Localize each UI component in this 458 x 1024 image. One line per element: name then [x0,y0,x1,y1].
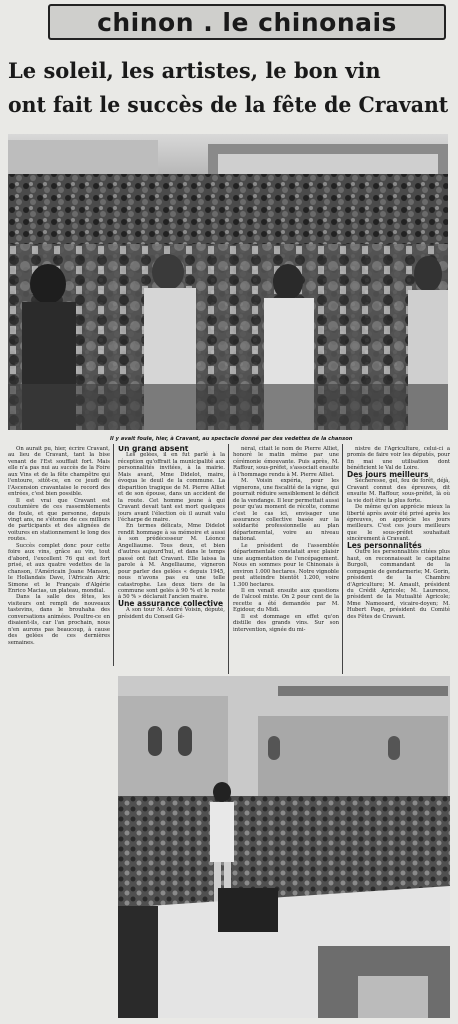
article-column-2 [118,446,225,674]
article-column-1 [8,446,110,666]
stage-photo [118,676,450,1018]
paragraph: Outre les personnalités citées plus haut, on reconnaissait le capitaine Burgoli, commandant de la compagnie de gendarmerie; M. Gorin, président de la Chambre d'Agriculture; M. Amault, président du Crédit Agricole; M. Laurence, président de la Mutualité Agricole; Mme Nameoard, vicaire-doyen; M. Hubert Page, président du Comité des Fêtes de Cravant. [347,549,450,620]
paragraph: De même qu'on apprécie mieux la liberté après avoir été privé après les épreuves, on apprécie les jours meilleurs. C'est ces jours meilleurs que le sous-préfet souhaitait sincèrement à Cravant. [347,504,450,543]
stage-photo-image [118,676,450,1018]
article-column-3 [233,446,339,674]
section-banner: chinon . le chinonais [48,4,446,40]
paragraph: On aurait pu, hier, écrire Cravant, au lieu de Cravant, tant la bise venant de l'Est soufflait fort. Mais elle n'a pas nui au succès de la Foire aux Vins et de la fête champêtre qui l'entoure, sitôt-ce, en ce jeudi de l'Ascension cravantaise le record des entrées, c'est bien possible. [8,446,110,498]
paragraph: Dans la salle des fêtes, les visiteurs ont rempli de nouveaux tastevins, dans le brouhaha des conversations animées. Poultre-ce en disaient-ils, car l'an prochain, nous n'en aurons pas beaucoup, à cause des gelées de ces dernières semaines. [8,594,110,646]
paragraph: Il est vrai que Cravant est coutumière de ces rassemblements de foule, et que personne, depuis vingt ans, ne s'étonne de ces milliers de participants et des alignées de voitures en stationnement le long des routes. [8,497,110,543]
column-rule [113,444,114,666]
photo-caption: Il y avait foule, hier, à Cravant, au spectacle donné par des vedettes de la chanson [110,436,353,442]
headline-line-1: Le soleil, les artistes, le bon vin [8,58,381,83]
column-rule [342,444,343,674]
paragraph: Sécheresse, gel, feu de forêt, déjà, Cravant connut des épreuves, dit ensuite M. Raffour, sous-préfet, là où la vie doit être la plus forte. [347,478,450,504]
subheading: Une assurance collective [118,598,224,608]
paragraph: A son tour M. André Voisin, député, président du Conseil Gé- [118,607,225,620]
crowd-photo [8,134,448,430]
subheading: Des jours meilleurs [347,469,429,479]
crowd-photo-image [8,134,448,430]
paragraph: Le président de l'assemblée départementale constatait avec plaisir une augmentation de l'encépagement. Nous en sommes pour le Chinonais à environ 1.000 hectares. Notre vignoble peut atteindre bientôt 1.200, voire 1.300 hectares. [233,542,339,588]
paragraph: Succès complet donc pour cette foire aux vins, grâce au vin, tout d'abord, l'excellent 76 qui est fort prisé, et aux quatre vedettes de la chanson, l'Américain Joane Manson, le Hollandais Dave, l'Africain Afric Simone et le Français d'Algérie Enrico Macias, un plateau, mondial. [8,542,110,594]
paragraph: Les gelées, il en fut parlé à la réception qu'offrait la municipalité aux personnalités invitées, à la mairie. Mais avant, Mme Didelot, maire, évoqua le deuil de la commune. La disparition tragique de M. Pierre Alliet et de son épouse, dans un accident de la route. Cet homme jeune à qui Cravant devait tant est mort quelques jours avant l'élection où il aurait valu l'écharpe de maire. [118,452,225,523]
column-rule [228,444,229,674]
paragraph: néral, citait le nom de Pierre Alliet, honoré le matin même par une cérémonie émouvante. Puis après, M. Raffour, sous-préfet, s'associait ensuite à l'hommage rendu à M. Pierre Alliet. [233,446,339,478]
paragraph: En termes délicats, Mme Didelot rendit hommage à sa mémoire et aussi à son prédécesseur M. Léonce Angelliaume. Tous deux, et bien d'autres aujourd'hui, et dans le temps passé ont fait Cravant. Elle laissa la parole à M. Angelliaume, vigneron pour parler des gelées « depuis 1945, nous n'avons pas eu une telle catastrophe. Les deux tiers de la commune sont gelés à 90 % et le reste à 50 % » déclarait l'ancien maire. [118,523,225,601]
paragraph: Il en venait ensuite aux questions de l'alcool mixte. On 2 pour cent de la recette a été demandée par M. Egidour, du Midi. [233,587,339,614]
headline-line-2: ont fait le succès de la fête de Cravant [8,92,449,117]
paragraph: nistre de l'Agriculture, celui-ci a promis de faire voir les députés, pour fin mai une utilisation dont bénéficient le Val de Loire. [347,446,450,472]
paragraph: Il est dommage en effet qu'on distille des grands vins. Sur son intervention, signée du mi- [233,613,339,633]
paragraph: M. Voisin expéria, pour les vignerons, une fiscalité de la vigne, qui pourrait réduire sensiblement le déficit de la vendange. Il leur permettait aussi pour qu'au moment de récolte, comme c'est le cas ici, envisager une assurance collective basée sur la solidarité professionnelle au plan départemental, voire au niveau national. [233,478,339,543]
subheading: Un grand absent [118,446,189,453]
subheading: Les personnalités [347,540,422,550]
